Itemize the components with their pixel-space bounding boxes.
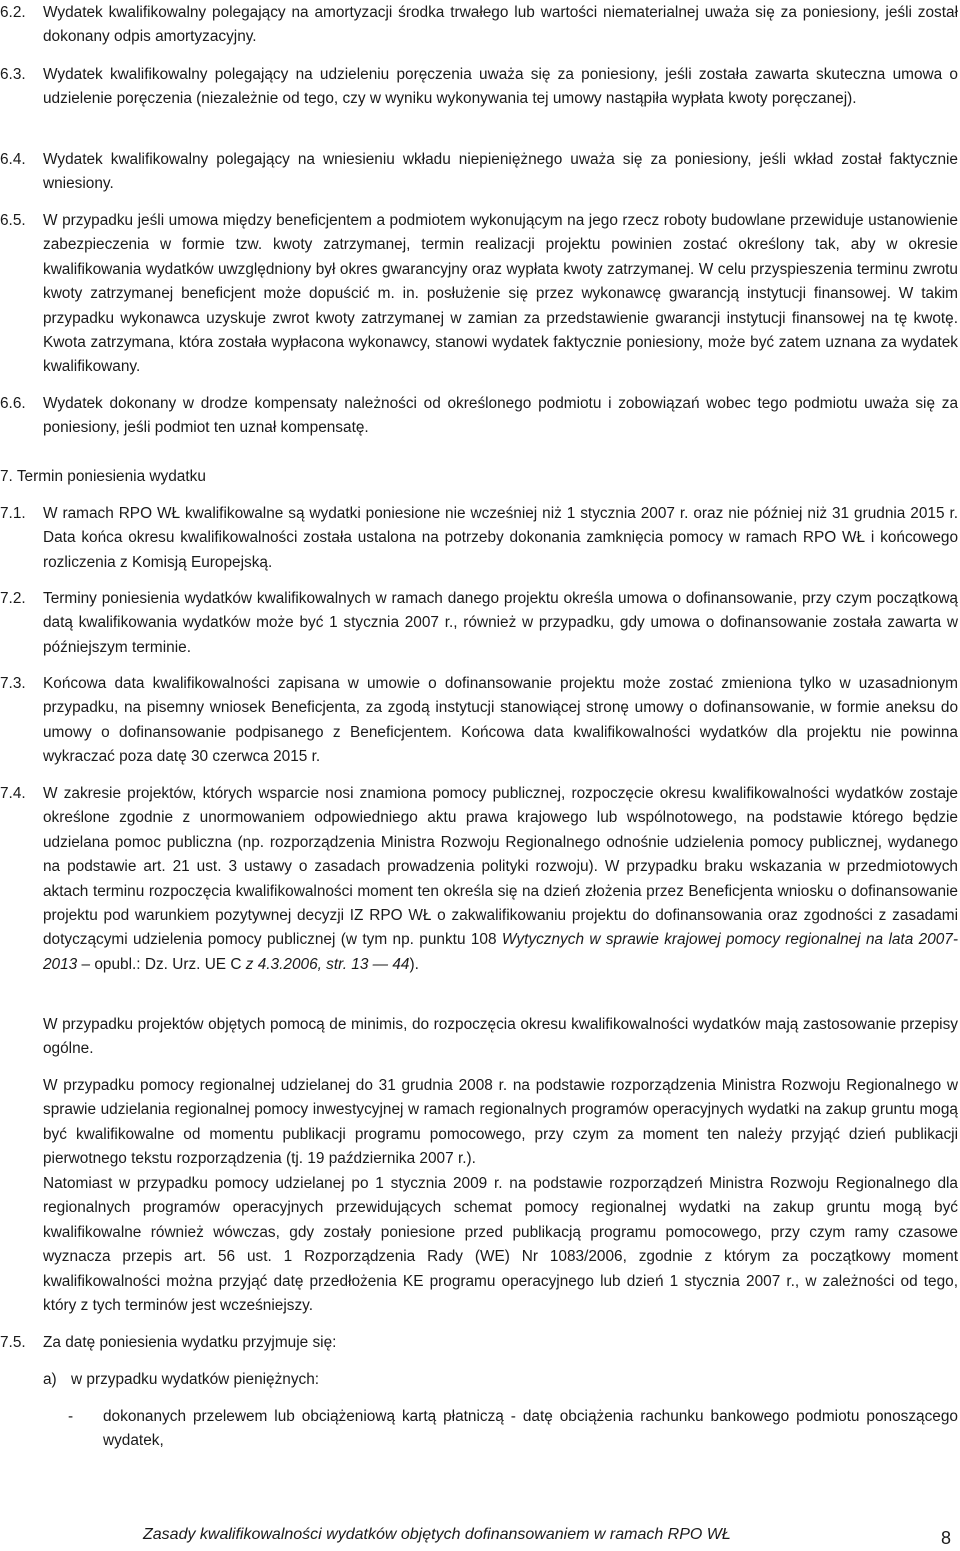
section-6-4 bbox=[0, 148, 958, 197]
section-6-3 bbox=[0, 63, 958, 112]
dash-text: dokonanych przelewem lub obciążeniową kartą płatniczą - datę obciążenia rachunku bankowego podmiotu ponoszącego wydatek, bbox=[103, 1408, 958, 1450]
dash-list-item bbox=[68, 1405, 958, 1454]
guidelines-title: Wytycznych w sprawie krajowej pomocy regionalnej na lata 2007-2013 bbox=[43, 931, 958, 973]
section-7-4-paragraph-3: W przypadku pomocy regionalnej udzielanej do 31 grudnia 2008 r. na podstawie rozporządzenia Ministra Rozwoju Regionalnego w sprawie udzielania regionalnej pomocy inwestycyjnej w ramach regionalnych programów operacyjnych wydatki na zakup gruntu mogą być kwalifikowalne od momentu publikacji programu pomocowego, przy czym za moment ten należy przyjąć dzień publikacji pierwotnego tekstu rozporządzenia (tj. 19 października 2007 r.). bbox=[43, 1077, 958, 1168]
section-paragraph-1: W zakresie projektów, których wsparcie nosi znamiona pomocy publicznej, rozpoczęcie okresu kwalifikowalności wydatków zostaje określone zgodnie z unormowaniem odpowiedniego aktu prawa krajowego lub wspólnotowego, na podstawie którego będzie udzielana pomoc publiczna (np. rozporządzenia Ministra Rozwoju Regionalnego odnośnie udzielenia pomocy publicznej, wydanego na podstawie art. 21 ust. 3 ustawy o zasadach prowadzenia polityki rozwoju). W przypadku braku wskazania w przedmiotowych aktach terminu rozpoczęcia kwalifikowalności moment ten określa się na dzień złożenia przez Beneficjenta wniosku o dofinansowanie projektu pod warunkiem pozytywnej decyzji IZ RPO WŁ o zakwalifikowaniu projektu do dofinansowania oraz zgodności z zasadami dotyczącymi udzielenia pomocy publicznej (w tym np. punktu 108 Wytycznych w sprawie krajowej pomocy regionalnej na lata 2007-2013 – opubl.: Dz. Urz. UE C z 4.3.2006, str. 13 — 44). bbox=[43, 785, 958, 973]
section-6-6 bbox=[0, 392, 958, 441]
section-7-1 bbox=[0, 502, 958, 575]
list-text: w przypadku wydatków pieniężnych: bbox=[71, 1371, 320, 1388]
section-number: 6.4. bbox=[0, 151, 26, 168]
section-text: W przypadku jeśli umowa między beneficjentem a podmiotem wykonującym na jego rzecz roboty budowlane przewiduje ustanowienie zabezpieczenia w formie tzw. kwoty zatrzymanej, termin realizacji projektu powinien zostać określony tak, aby w okresie kwalifikowania wydatków uwzględniony był okres gwarancyjny oraz wypłata kwoty zatrzymanej. W celu przyspieszenia terminu zwrotu kwoty zatrzymanej beneficjent może dopuścić m. in. posłużenie się przez wykonawcę gwarancją instytucji finansowej. W takim przypadku wykonawca uzyskuje zwrot kwoty zatrzymanej w zamian za przedstawienie gwarancji instytucji finansowej na tę kwotę. Kwota zatrzymana, która została wypłacona wykonawcy, stanowi wydatek faktycznie poniesiony, może być zatem uznana za wydatek kwalifikowany. bbox=[43, 212, 958, 376]
section-7-4 bbox=[0, 782, 958, 977]
section-7-3 bbox=[0, 672, 958, 770]
section-7-4-paragraph-4: Natomiast w przypadku pomocy udzielanej po 1 stycznia 2009 r. na podstawie rozporządzeń Ministra Rozwoju Regionalnego dla regionalnych programów operacyjnych przewidujących schemat pomocy regionalnej wydatki na zakup gruntu mogą być kwalifikowalne również wówczas, gdy zostały poniesione przed publikacją programu pomocowego, przy czym ramy czasowe wyznacza przepis art. 56 ust. 1 Rozporządzenia Rady (WE) Nr 1083/2006, zgodnie z którym za początkowy moment kwalifikowalności można przyjąć datę przedłożenia KE programu operacyjnego lub dzień 1 stycznia 2007 r., w zależności od tego, który z tych terminów jest wcześniejszy. bbox=[43, 1175, 958, 1315]
footer-title: Zasady kwalifikowalności wydatków objętych dofinansowaniem w ramach RPO WŁ bbox=[143, 1526, 731, 1543]
section-number: 7.2. bbox=[0, 590, 26, 607]
section-heading-7: 7. Termin poniesienia wydatku bbox=[0, 468, 206, 485]
section-text: Wydatek kwalifikowalny polegający na wniesieniu wkładu niepieniężnego uważa się za poniesiony, jeśli wkład został faktycznie wniesiony. bbox=[43, 151, 958, 193]
section-number: 7.5. bbox=[0, 1334, 26, 1351]
section-number: 7.4. bbox=[0, 785, 26, 802]
section-number: 7.3. bbox=[0, 675, 26, 692]
section-text: Wydatek kwalifikowalny polegający na amortyzacji środka trwałego lub wartości niematerialnej uważa się za poniesiony, jeśli został dokonany odpis amortyzacyjny. bbox=[43, 4, 958, 46]
section-6-2 bbox=[0, 1, 958, 50]
section-number: 6.5. bbox=[0, 212, 26, 229]
section-text: Wydatek dokonany w drodze kompensaty należności od określonego podmiotu i zobowiązań wobec tego podmiotu uważa się za poniesiony, jeśli podmiot ten uznał kompensatę. bbox=[43, 395, 958, 437]
page-number: 8 bbox=[941, 1528, 952, 1548]
section-7-5 bbox=[0, 1331, 958, 1355]
section-7-2 bbox=[0, 587, 958, 660]
section-7-4-paragraph-2: W przypadku projektów objętych pomocą de minimis, do rozpoczęcia okresu kwalifikowalności wydatków mają zastosowanie przepisy ogólne. bbox=[43, 1016, 958, 1058]
list-item-a bbox=[43, 1368, 319, 1392]
section-number: 7.1. bbox=[0, 505, 26, 522]
list-label: a) bbox=[43, 1371, 57, 1388]
section-number: 6.3. bbox=[0, 66, 26, 83]
section-text: Końcowa data kwalifikowalności zapisana w umowie o dofinansowanie projektu może zostać zmieniona tylko w uzasadnionym przypadku, na pisemny wniosek Beneficjenta, za zgodą instytucji stanowiącej stronę umowy o dofinansowanie, w formie aneksu do umowy o dofinansowanie podpisanego z Beneficjentem. Końcowa data kwalifikowalności wydatków dla projektu nie powinna wykraczać poza datę 30 czerwca 2015 r. bbox=[43, 675, 958, 766]
journal-reference: z 4.3.2006, str. 13 — 44 bbox=[245, 955, 410, 973]
section-text: Wydatek kwalifikowalny polegający na udzieleniu poręczenia uważa się za poniesiony, jeśli została zawarta skuteczna umowa o udzielenie poręczenia (niezależnie od tego, czy w wyniku wykonywania tej umowy nastąpiła wypłata kwoty poręczanej). bbox=[43, 66, 958, 108]
section-text: Terminy poniesienia wydatków kwalifikowalnych w ramach danego projektu określa umowa o dofinansowanie, przy czym początkową datą kwalifikowania wydatków może być 1 stycznia 2007 r., również w przypadku, gdy umowa o dofinansowanie została zawarta w późniejszym terminie. bbox=[43, 590, 958, 656]
section-number: 6.2. bbox=[0, 4, 26, 21]
dash-mark: - bbox=[68, 1408, 74, 1425]
section-number: 6.6. bbox=[0, 395, 26, 412]
section-text: W ramach RPO WŁ kwalifikowalne są wydatki poniesione nie wcześniej niż 1 stycznia 2007 r. oraz nie później niż 31 grudnia 2015 r. Data końca okresu kwalifikowalności została ustalona na potrzeby dokonania zamknięcia pomocy w ramach RPO WŁ i końcowego rozliczenia z Komisją Europejską. bbox=[43, 505, 958, 571]
section-6-5 bbox=[0, 209, 958, 380]
section-text: Za datę poniesienia wydatku przyjmuje się: bbox=[43, 1334, 337, 1351]
